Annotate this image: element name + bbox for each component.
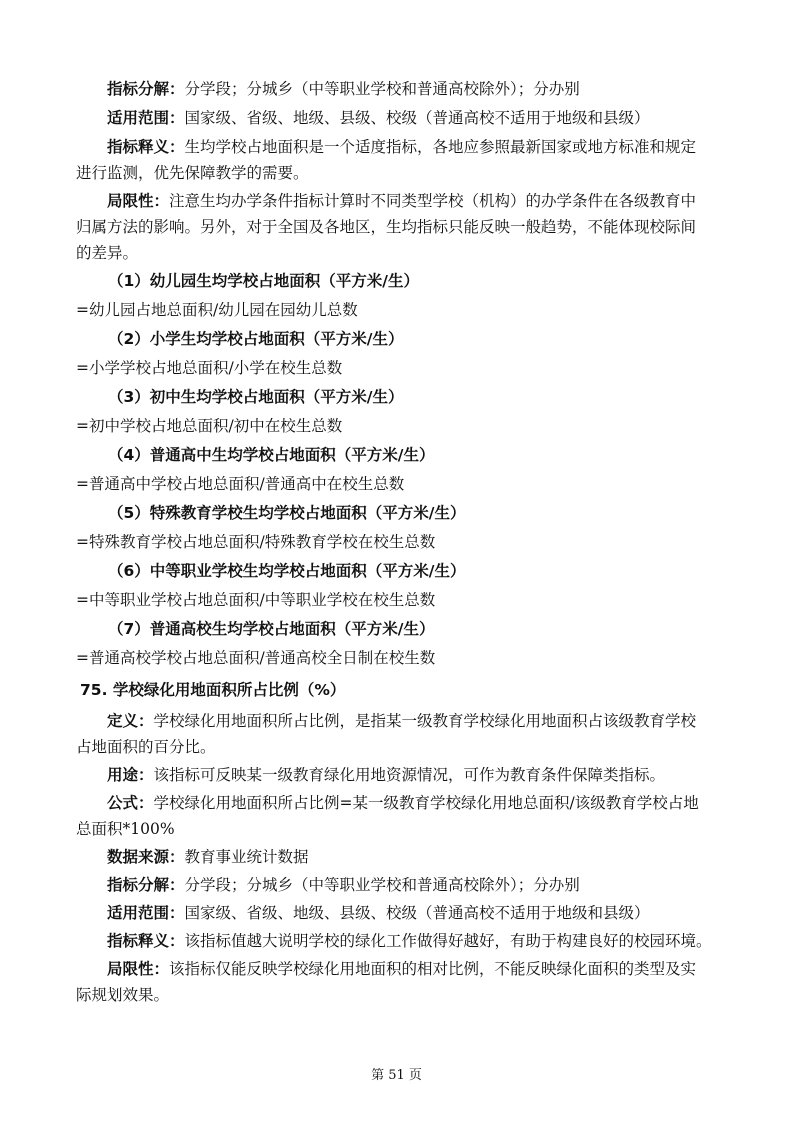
item-title: （5）特殊教育学校生均学校占地面积（平方米/生） xyxy=(108,504,466,522)
field-label: 适用范围： xyxy=(107,904,185,922)
formula-continuation: 总面积*100% xyxy=(76,820,175,838)
field-label: 指标释义： xyxy=(107,138,185,156)
item-formula: =小学学校占地总面积/小学在校生总数 xyxy=(76,359,343,377)
source-paragraph xyxy=(0,847,793,867)
item-formula: =特殊教育学校占地总面积/特殊教育学校在校生总数 xyxy=(76,533,436,551)
limitation-paragraph xyxy=(0,959,793,979)
field-text: 注意生均办学条件指标计算时不同类型学校（机构）的办学条件在各级教育中 xyxy=(169,192,697,210)
item-formula: =中等职业学校占地总面积/中等职业学校在校生总数 xyxy=(76,591,436,609)
definition-continuation: 占地面积的百分比。 xyxy=(76,738,216,756)
field-text: 国家级、省级、地级、县级、校级（普通高校不适用于地级和县级） xyxy=(184,904,650,922)
breakdown-paragraph xyxy=(0,79,793,99)
field-label: 公式： xyxy=(107,794,154,812)
scope-paragraph xyxy=(0,903,793,923)
item-title: （3）初中生均学校占地面积（平方米/生） xyxy=(108,388,404,406)
field-label: 用途： xyxy=(107,766,154,784)
section-heading: 75. 学校绿化用地面积所占比例（%） xyxy=(80,681,346,699)
field-label: 指标分解： xyxy=(107,80,185,98)
item-formula: =初中学校占地总面积/初中在校生总数 xyxy=(76,417,343,435)
field-text: 分学段；分城乡（中等职业学校和普通高校除外）；分办别 xyxy=(184,80,580,98)
usage-paragraph xyxy=(0,765,793,785)
item-title: （1）幼儿园生均学校占地面积（平方米/生） xyxy=(108,272,419,290)
definition-paragraph xyxy=(0,711,793,731)
field-text: 该指标仅能反映学校绿化用地面积的相对比例，不能反映绿化面积的类型及实 xyxy=(169,960,697,978)
field-label: 定义： xyxy=(107,712,154,730)
page-number: 第 51 页 xyxy=(371,1068,422,1083)
item-formula: =普通高校学校占地总面积/普通高校全日制在校生数 xyxy=(76,649,436,667)
scope-paragraph xyxy=(0,108,793,128)
field-label: 指标分解： xyxy=(107,876,185,894)
field-label: 局限性： xyxy=(107,192,170,210)
limitation-continuation: 际规划效果。 xyxy=(76,986,170,1004)
item-formula: =普通高中学校占地总面积/普通高中在校生总数 xyxy=(76,475,405,493)
item-title: （6）中等职业学校生均学校占地面积（平方米/生） xyxy=(108,562,466,580)
field-text: 学校绿化用地面积所占比例，是指某一级教育学校绿化用地面积占该级教育学校 xyxy=(153,712,697,730)
limitation-continuation: 的差异。 xyxy=(76,244,139,262)
interpretation-continuation: 进行监测，优先保障教学的需要。 xyxy=(76,164,309,182)
field-label: 指标释义： xyxy=(107,932,185,950)
field-text: 该指标可反映某一级教育绿化用地资源情况，可作为教育条件保障类指标。 xyxy=(153,766,666,784)
field-label: 局限性： xyxy=(107,960,170,978)
field-text: 教育事业统计数据 xyxy=(184,848,309,866)
field-label: 数据来源： xyxy=(107,848,185,866)
field-text: 生均学校占地面积是一个适度指标，各地应参照最新国家或地方标准和规定 xyxy=(184,138,697,156)
field-text: 学校绿化用地面积所占比例=某一级教育学校绿化用地总面积/该级教育学校占地 xyxy=(153,794,699,812)
item-formula: =幼儿园占地总面积/幼儿园在园幼儿总数 xyxy=(76,301,358,319)
item-title: （7）普通高校生均学校占地面积（平方米/生） xyxy=(108,620,435,638)
interpretation-paragraph xyxy=(0,931,793,951)
breakdown-paragraph xyxy=(0,875,793,895)
item-title: （4）普通高中生均学校占地面积（平方米/生） xyxy=(108,446,435,464)
formula-paragraph xyxy=(0,793,793,813)
limitation-continuation: 归属方法的影响。另外，对于全国及各地区，生均指标只能反映一般趋势，不能体现校际间 xyxy=(76,218,697,236)
field-text: 分学段；分城乡（中等职业学校和普通高校除外）；分办别 xyxy=(184,876,580,894)
item-title: （2）小学生均学校占地面积（平方米/生） xyxy=(108,330,404,348)
field-label: 适用范围： xyxy=(107,109,185,127)
field-text: 国家级、省级、地级、县级、校级（普通高校不适用于地级和县级） xyxy=(184,109,650,127)
field-text: 该指标值越大说明学校的绿化工作做得好越好，有助于构建良好的校园环境。 xyxy=(184,932,712,950)
limitation-paragraph xyxy=(0,191,793,211)
interpretation-paragraph xyxy=(0,137,793,157)
